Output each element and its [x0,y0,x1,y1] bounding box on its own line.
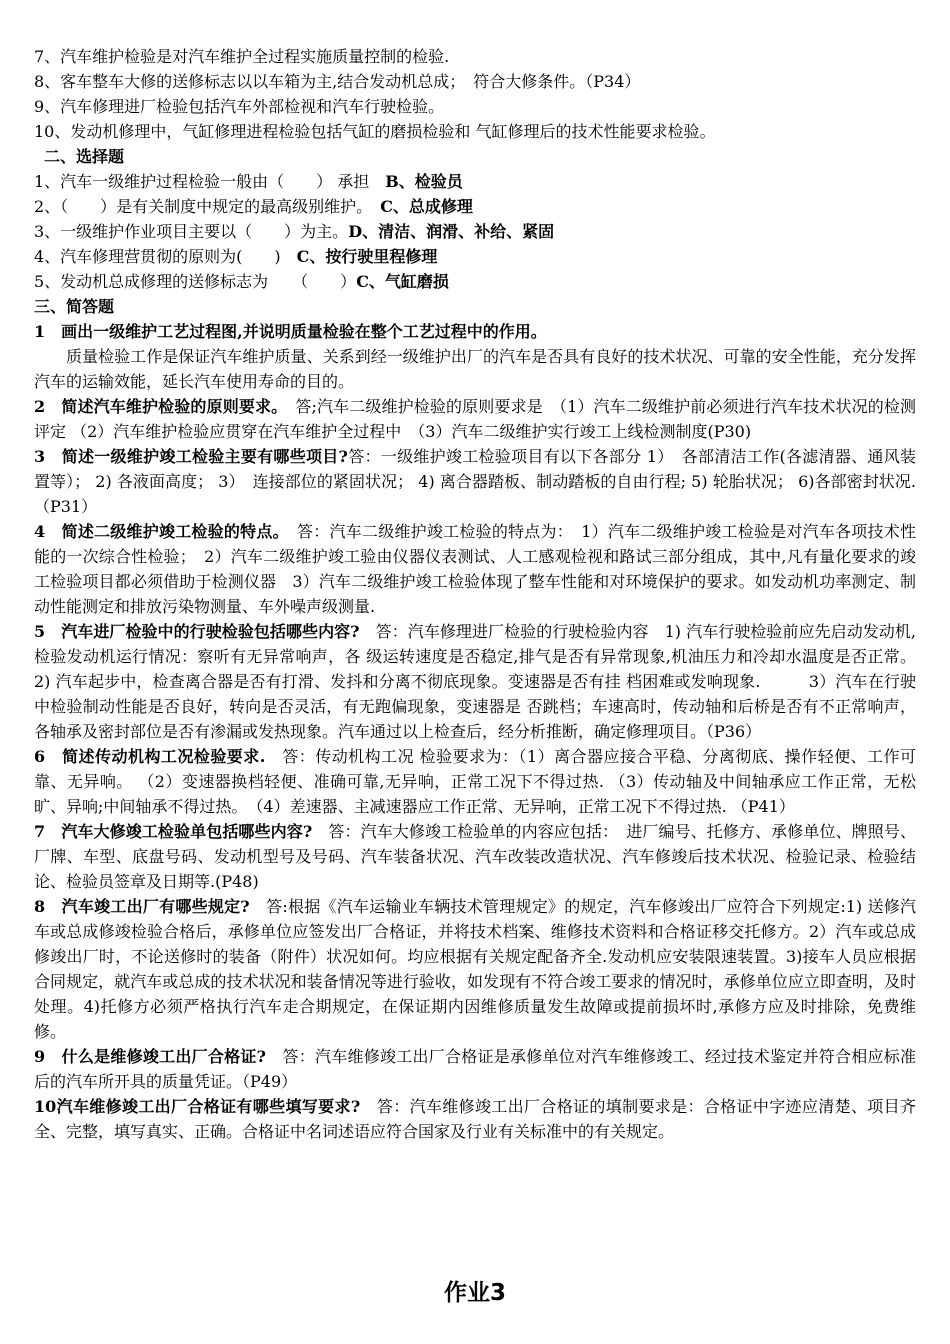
question-text: 2、（ ）是有关制度中规定的最高级别维护。 [34,197,381,216]
list-item [34,269,916,294]
question-heading: 7 汽车大修竣工检验单包括哪些内容? [34,822,313,841]
list-item [34,619,916,744]
answer-text: D、清洁、润滑、补给、紧固 [348,222,555,241]
answer-text: B、检验员 [385,172,463,191]
list-item [34,744,916,819]
list-item [34,244,916,269]
question-heading: 1 画出一级维护工艺过程图,并说明质量检验在整个工艺过程中的作用。 [34,322,547,341]
page-title: 作业3 [443,1280,506,1306]
question-heading: 5 汽车进厂检验中的行驶检验包括哪些内容? [34,622,360,641]
answer-text: 答：汽车维修竣工出厂合格证的填制要求是：合格证中字迹应清楚、项目齐全、完整，填写真实、正确。合格证中名词述语应符合国家及行业有关标准中的有关规定。 [34,1097,916,1141]
list-item [34,1044,916,1094]
question-text: 5、发动机总成修理的送修标志为 （ ） [34,272,357,291]
answer-text: 答：一级维护竣工检验项目有以下各部分 1） 各部清洁工作(各滤清器、通风装置等）； 2) 各液面高度； 3） 连接部位的紧固状况； 4) 离合器踏板、制动踏板的自由行程; 5) 轮胎状况； 6)各部密封状况.（P31） [34,447,916,516]
list-item: 7、汽车维护检验是对汽车维护全过程实施质量控制的检验. [34,47,450,66]
question-heading: 8 汽车竣工出厂有哪些规定? [34,897,250,916]
answer-paragraph: 质量检验工作是保证汽车维护质量、关系到经一级维护出厂的汽车是否具有良好的技术状况、可靠的安全性能，充分发挥汽车的运输效能，延长汽车使用寿命的目的。 [34,347,916,391]
list-item [34,219,916,244]
list-item [34,194,916,219]
list-item [34,169,916,194]
question-heading: 6 简述传动机构工况检验要求. [34,747,266,766]
document-body [34,44,916,1144]
answer-text: C、总成修理 [380,197,473,216]
question-heading: 10汽车维修竣工出厂合格证有哪些填写要求? [34,1097,361,1116]
answer-text: 答;汽车二级维护检验的原则要求是 （1）汽车二级维护前必须进行汽车技术状况的检测评定 （2）汽车维护检验应贯穿在汽车维护全过程中 （3）汽车二级维护实行竣工上线检测制度(P30) [34,397,916,441]
question-text: 3、一级维护作业项目主要以（ ）为主。 [34,222,349,241]
list-item [34,819,916,894]
list-item [34,894,916,1044]
list-item [34,319,916,394]
section-heading-choice: 二、选择题 [44,147,125,166]
answer-text: 答：传动机构工况 检验要求为：（1）离合器应接合平稳、分离彻底、操作轻便、工作可靠、无异响。 （2）变速器换档轻便、准确可靠,无异响，正常工况下不得过热. （3）传动轴及中间轴承应工作正常，无松旷、异响;中间轴承不得过热。 （4）差速器、主减速器应工作正常、无异响，正常工况下不得过热. （P41） [34,747,916,816]
answer-text: C、按行驶里程修理 [296,247,438,266]
choice-list [34,169,916,294]
list-item: 10、发动机修理中，气缸修理进程检验包括气缸的磨损检验和 气缸修理后的技术性能要求检验。 [34,122,716,141]
answer-text: C、气缸磨损 [356,272,449,291]
list-item [34,519,916,619]
question-heading: 2 简述汽车维护检验的原则要求。 [34,397,280,416]
question-heading: 3 简述一级维护竣工检验主要有哪些项目? [34,447,348,466]
answer-text: 答：汽车维修竣工出厂合格证是承修单位对汽车维修竣工、经过技术鉴定并符合相应标准后的汽车所开具的质量凭证。（P49） [34,1047,916,1091]
question-text: 4、汽车修理营贯彻的原则为( ) [34,247,297,266]
question-text: 1、汽车一级维护过程检验一般由（ ） 承担 [34,172,386,191]
truefalse-list [34,44,916,144]
list-item: 8、客车整车大修的送修标志以以车箱为主,结合发动机总成； 符合大修条件。（P34） [34,72,641,91]
list-item [34,1094,916,1144]
answer-text: 答：汽车修理进厂检验的行驶检验内容 1) 汽车行驶检验前应先启动发动机,检验发动机运行情况：察听有无异常响声，各 级运转速度是否稳定,排气是否有异常现象,机油压力和冷却水温度是否正常。 2) 汽车起步中，检查离合器是否有打滑、发抖和分离不彻底现象。变速器是否有挂 档困难或发响现象. 3）汽车在行驶中检验制动性能是否良好，转向是否灵活，有无跑偏现象，变速器是 否跳档；车速高时，传动轴和后桥是否有不正常响声，各轴承及密封部位是否有渗漏或发热现象。汽车通过以上检查后，经分析推断，确定修理项目。（P36） [34,622,916,741]
list-item: 9、汽车修理进厂检验包括汽车外部检视和汽车行驶检验。 [34,97,445,116]
question-heading: 4 简述二级维护竣工检验的特点。 [34,522,281,541]
answer-text: 答:根据《汽车运输业车辆技术管理规定》的规定，汽车修竣出厂应符合下列规定:1) 送修汽车或总成修竣检验合格后，承修单位应签发出厂合格证，并将技术档案、维修技术资料和合格证移交托修方。2）汽车或总成修竣出厂时，不论送修时的装备（附件）状况如何。均应根据有关规定配备齐全.发动机应安装限速装置。3)接车人员应根据合同规定，就汽车或总成的技术状况和装备情况等进行验收，如发现有不符合竣工要求的情况时，承修单位应立即查明，及时处理。4)托修方必须严格执行汽车走合期规定，在保证期内因维修质量发生故障或提前损坏时,承修方应及时排除，免费维修。 [34,897,916,1041]
answer-text: 答：汽车大修竣工检验单的内容应包括： 进厂编号、托修方、承修单位、牌照号、厂牌、车型、底盘号码、发动机型号及号码、汽车装备状况、汽车改装改造状况、汽车修竣后技术状况、检验记录、检验结论、检验员签章及日期等.(P48) [34,822,916,891]
list-item [34,394,916,444]
answer-text: 答：汽车二级维护竣工检验的特点为： 1）汽车二级维护竣工检验是对汽车各项技术性能的一次综合性检验； 2）汽车二级维护竣工验由仪器仪表测试、人工感观检视和路试三部分组成，其中,凡有量化要求的竣工检验项目都必须借助于检测仪器 3）汽车二级维护竣工检验体现了整车性能和对环境保护的要求。如发动机功率测定、制动性能测定和排放污染物测量、车外噪声级测量. [34,522,916,616]
list-item [34,444,916,519]
short-answer-list [34,319,916,1144]
section-heading-short: 三、简答题 [34,297,115,316]
question-heading: 9 什么是维修竣工出厂合格证? [34,1047,267,1066]
